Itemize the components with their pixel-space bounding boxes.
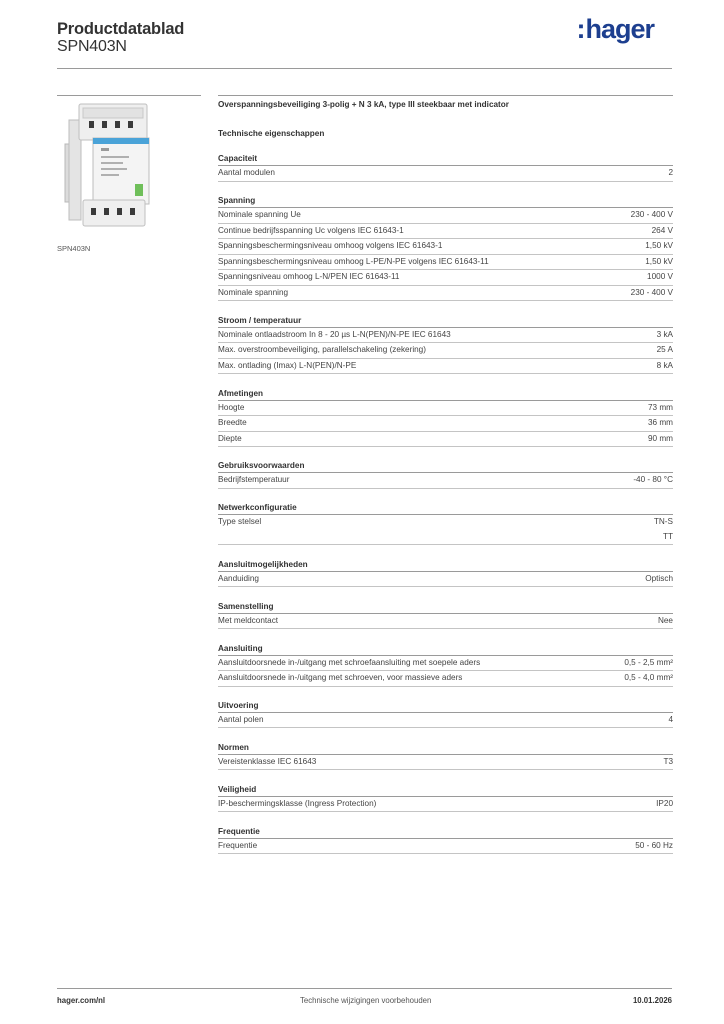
page-title: Productdatablad <box>57 20 185 38</box>
spec-value-line: 1000 V <box>647 272 673 282</box>
spec-row <box>218 224 673 240</box>
spec-value <box>648 432 673 447</box>
spec-value <box>645 255 673 270</box>
spec-row <box>218 671 673 687</box>
spec-value <box>663 755 673 770</box>
spec-section <box>218 316 673 375</box>
section-title: Samenstelling <box>218 602 673 614</box>
spec-row <box>218 515 673 545</box>
spec-row <box>218 401 673 417</box>
spec-section <box>218 785 673 813</box>
spec-value-line: 2 <box>668 168 673 178</box>
spec-row <box>218 359 673 375</box>
spec-value-line: Optisch <box>645 573 673 583</box>
spec-section <box>218 701 673 729</box>
spec-label: Diepte <box>218 433 242 443</box>
section-title: Frequentie <box>218 827 673 839</box>
spec-label: Aanduiding <box>218 573 259 583</box>
section-title: Aansluitmogelijkheden <box>218 560 673 572</box>
section-title: Spanning <box>218 196 673 208</box>
section-title: Stroom / temperatuur <box>218 316 673 328</box>
spec-value-line: 264 V <box>651 225 673 235</box>
spec-value-line: 1,50 kV <box>645 256 673 266</box>
product-code: SPN403N <box>57 38 127 55</box>
spec-label: Frequentie <box>218 840 258 850</box>
spec-value-line: TN-S <box>653 517 673 527</box>
section-title: Aansluiting <box>218 644 673 656</box>
spec-section <box>218 196 673 301</box>
spec-value <box>645 572 673 587</box>
spec-label: Aansluitdoorsnede in-/uitgang met schroefaansluiting met soepele aders <box>218 657 481 667</box>
header-divider <box>57 68 672 69</box>
section-title: Uitvoering <box>218 701 673 713</box>
spec-label: Breedte <box>218 418 247 428</box>
spec-row <box>218 255 673 271</box>
spec-section <box>218 560 673 588</box>
spec-label: Nominale ontlaadstroom In 8 - 20 µs L-N(PEN)/N-PE IEC 61643 <box>218 329 451 339</box>
spec-row <box>218 713 673 729</box>
spec-value <box>648 416 673 431</box>
footer-date: 10.01.2026 <box>632 996 672 1005</box>
spec-label: Aantal modulen <box>218 168 275 178</box>
spec-row <box>218 473 673 489</box>
tech-properties-title: Technische eigenschappen <box>218 129 325 138</box>
spec-row <box>218 166 673 182</box>
section-title: Capaciteit <box>218 154 673 166</box>
hager-logo: :hager <box>576 14 654 44</box>
footer-website[interactable]: hager.com/nl <box>57 996 106 1005</box>
logo-text: hager <box>585 14 654 44</box>
spec-label: Continue bedrijfsspanning Uc volgens IEC 61643-1 <box>218 225 404 235</box>
spec-row <box>218 656 673 672</box>
spec-label: Hoogte <box>218 402 245 412</box>
spec-row <box>218 432 673 448</box>
footer-divider <box>57 988 672 989</box>
spec-row <box>218 839 673 855</box>
spec-row <box>218 270 673 286</box>
spec-value-line: 36 mm <box>647 418 673 428</box>
spec-label: Max. ontlading (Imax) L-N(PEN)/N-PE <box>218 360 357 370</box>
spec-value-line: 73 mm <box>647 402 673 412</box>
spec-row <box>218 208 673 224</box>
spec-section <box>218 602 673 630</box>
section-title: Afmetingen <box>218 389 673 401</box>
spec-value-line: 0,5 - 2,5 mm² <box>624 657 673 667</box>
spec-value <box>624 656 673 671</box>
spec-value <box>657 328 673 343</box>
content-divider <box>218 95 673 96</box>
spec-value-line: 50 - 60 Hz <box>635 840 673 850</box>
spec-value-line: TT <box>662 531 673 541</box>
spec-value-line: -40 - 80 °C <box>633 475 673 485</box>
spec-section <box>218 743 673 771</box>
section-title: Gebruiksvoorwaarden <box>218 461 673 473</box>
spec-label: Nominale spanning <box>218 287 289 297</box>
spec-row <box>218 239 673 255</box>
spec-value-line: IP20 <box>656 798 673 808</box>
spec-section <box>218 154 673 182</box>
product-image-caption: SPN403N <box>57 244 91 253</box>
surge-protector-image <box>57 96 201 234</box>
spec-value <box>656 797 673 812</box>
spec-row <box>218 343 673 359</box>
spec-label: Max. overstroombeveiliging, parallelschakeling (zekering) <box>218 345 426 355</box>
spec-content <box>218 95 673 854</box>
spec-value-line: 90 mm <box>647 433 673 443</box>
spec-section <box>218 503 673 545</box>
spec-row <box>218 328 673 344</box>
spec-value <box>668 713 673 728</box>
spec-label: Spanningsbeschermingsniveau omhoog L-PE/N-PE volgens IEC 61643-11 <box>218 256 489 266</box>
product-image <box>57 95 201 235</box>
spec-section <box>218 827 673 855</box>
spec-row <box>218 416 673 432</box>
spec-value <box>657 343 673 358</box>
spec-value <box>624 671 673 686</box>
spec-value <box>652 224 673 239</box>
spec-value <box>635 839 673 854</box>
spec-value-line: Nee <box>657 615 673 625</box>
spec-value <box>631 286 673 301</box>
spec-label: Type stelsel <box>218 517 262 527</box>
spec-value-line: 25 A <box>656 345 673 355</box>
spec-value-line: 0,5 - 4,0 mm² <box>624 673 673 683</box>
spec-value <box>658 614 673 629</box>
spec-label: Spanningsbeschermingsniveau omhoog volgens IEC 61643-1 <box>218 241 443 251</box>
spec-value <box>647 270 673 285</box>
spec-value-line: 230 - 400 V <box>630 287 673 297</box>
spec-row <box>218 286 673 302</box>
spec-value <box>657 359 673 374</box>
spec-value-line: 8 kA <box>656 360 673 370</box>
spec-label: Aansluitdoorsnede in-/uitgang met schroeven, voor massieve aders <box>218 673 463 683</box>
section-title: Veiligheid <box>218 785 673 797</box>
spec-value <box>633 473 673 488</box>
spec-label: Spanningsniveau omhoog L-N/PEN IEC 61643-11 <box>218 272 400 282</box>
spec-value-line: 1,50 kV <box>645 241 673 251</box>
footer-disclaimer: Technische wijzigingen voorbehouden <box>300 996 432 1005</box>
section-title: Netwerkconfiguratie <box>218 503 673 515</box>
spec-label: Bedrijfstemperatuur <box>218 475 290 485</box>
spec-row <box>218 572 673 588</box>
spec-value <box>648 401 673 416</box>
spec-section <box>218 461 673 489</box>
spec-value <box>654 515 673 544</box>
spec-label: Nominale spanning Ue <box>218 210 301 220</box>
spec-label: Aantal polen <box>218 714 264 724</box>
spec-value-line: 230 - 400 V <box>630 210 673 220</box>
spec-label: Met meldcontact <box>218 615 279 625</box>
spec-value-line: T3 <box>663 756 673 766</box>
spec-row <box>218 614 673 630</box>
spec-label: Vereistenklasse IEC 61643 <box>218 756 317 766</box>
spec-value <box>645 239 673 254</box>
spec-value <box>631 208 673 223</box>
spec-value <box>668 166 673 181</box>
spec-section <box>218 389 673 448</box>
spec-section <box>218 644 673 687</box>
product-description: Overspanningsbeveiliging 3-polig + N 3 kA, type III steekbaar met indicator <box>218 100 509 109</box>
spec-value-line: 3 kA <box>656 329 673 339</box>
spec-row <box>218 755 673 771</box>
spec-value-line: 4 <box>668 714 673 724</box>
spec-sections <box>218 154 673 854</box>
section-title: Normen <box>218 743 673 755</box>
spec-row <box>218 797 673 813</box>
spec-label: IP-beschermingsklasse (Ingress Protection) <box>218 798 377 808</box>
